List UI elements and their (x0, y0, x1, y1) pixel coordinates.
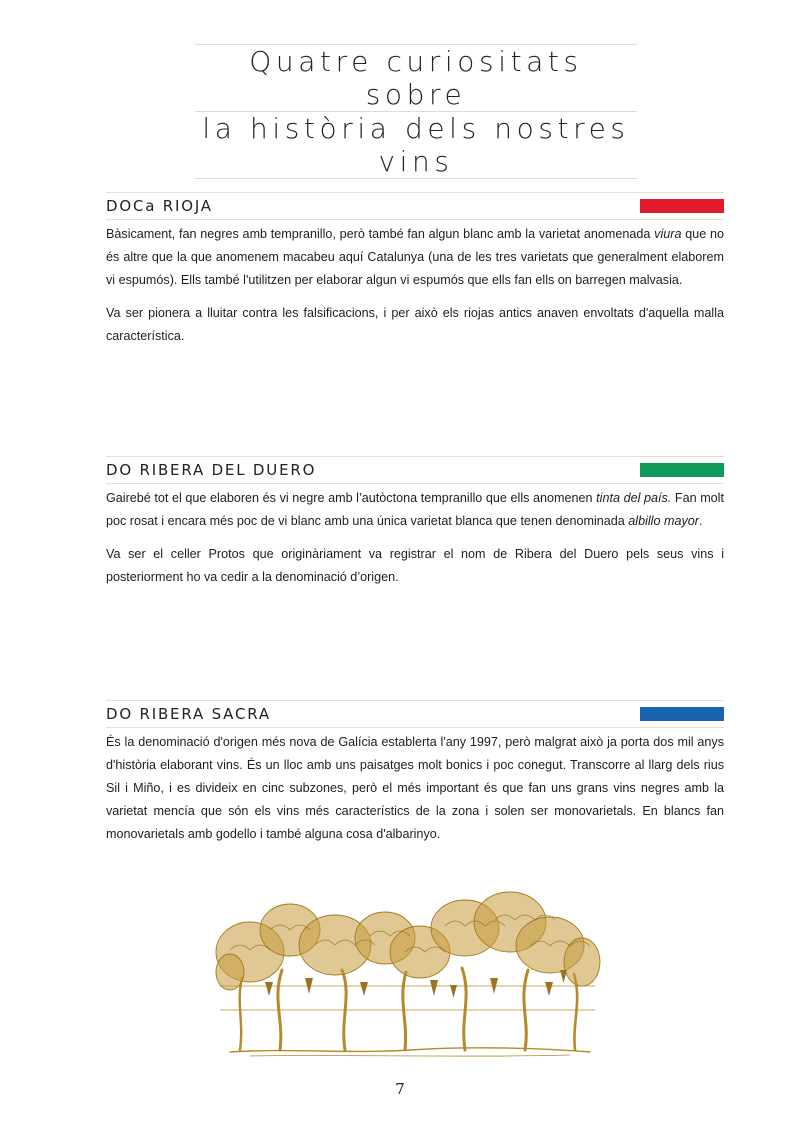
section-rioja (106, 192, 724, 358)
section-title: DOCa RIOJA (106, 197, 213, 215)
section-header (106, 700, 724, 728)
paragraph (106, 223, 724, 292)
text-run: . (698, 514, 703, 528)
text-run: Fan molt poc rosat i encara més poc de vi blanc amb una única varietat blanca que tenen denominada (106, 491, 724, 528)
color-bar-red (640, 199, 724, 213)
color-bar-blue (640, 707, 724, 721)
section-header (106, 192, 724, 220)
page-title (195, 44, 637, 179)
paragraph: És la denominació d'origen més nova de Galícia establerta l'any 1997, però malgrat això ja porta dos mil anys d'història elaborant vins. És un lloc amb uns paisatges molt bonics i poc conegut. Transcorre al llarg dels rius Sil i Miño, i es divideix en cinc subzones, però el més important és que fan uns grans vins negres amb la varietat mencía que són els vins més característics de la zona i solen ser monovarietals. En blancs fan monovarietals amb godello i també alguna cosa d'albarinyo. (106, 735, 724, 841)
section-ribera-sacra (106, 700, 724, 856)
text-run: Bàsicament, fan negres amb tempranillo, però també fan algun blanc amb la varietat anomenada (106, 227, 655, 241)
section-body (106, 487, 724, 589)
paragraph: Va ser pionera a lluitar contra les falsificacions, i per això els riojas antics anaven envoltats d'aquella malla característica. (106, 306, 724, 343)
page-title-line-2: la història dels nostres vins (195, 112, 637, 179)
color-bar-green (640, 463, 724, 477)
text-run: Gairebé tot el que elaboren és vi negre amb l’autòctona tempranillo que ells anomenen (106, 491, 597, 505)
italic-term: viura (654, 227, 682, 241)
page-number: 7 (395, 1080, 405, 1098)
section-body (106, 731, 724, 846)
section-ribera-del-duero (106, 456, 724, 599)
italic-term: tinta del país. (596, 491, 672, 505)
italic-term: albillo mayor (628, 514, 699, 528)
section-header (106, 456, 724, 484)
vineyard-illustration (210, 890, 602, 1060)
text-run: que no és altre que la que anomenem macabeu aquí Catalunya (una de les tres varietats que generalment elaborem vi espumós). Ells també l'utilitzen per elaborar algun vi espumós que ells fan ells on barregen malvasia. (106, 227, 724, 287)
section-body (106, 223, 724, 348)
paragraph: Va ser el celler Protos que originàriament va registrar el nom de Ribera del Duero pels seus vins i posteriorment ho va cedir a la denominació d’origen. (106, 547, 724, 584)
section-title: DO RIBERA SACRA (106, 705, 271, 723)
section-title: DO RIBERA DEL DUERO (106, 461, 317, 479)
paragraph (106, 487, 724, 533)
page-title-line-1: Quatre curiositats sobre (195, 44, 637, 112)
